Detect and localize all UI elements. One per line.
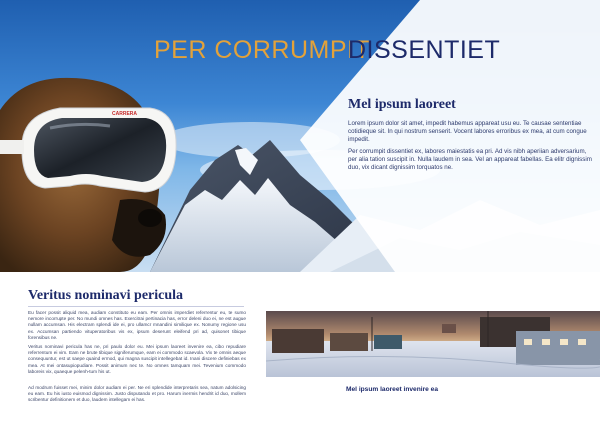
right-paragraph-2: Per corrumpit dissentiet ex, labores maiestatis ea pri. Ad vis nibh aperiian adversarium, per alia tation suscipit in. Nulla laudem in sea. Vel an appareat fabellas. Ea elitr dignissim duo, vix dicant dignissim torquatos ne. bbox=[348, 148, 592, 172]
photo-caption: Mel ipsum laoreet invenire ea bbox=[346, 386, 438, 393]
window bbox=[542, 339, 550, 345]
headline-part1: PER CORRUMPIT bbox=[154, 36, 371, 64]
window bbox=[578, 339, 586, 345]
window bbox=[560, 339, 568, 345]
body-paragraph-1: Eu facer possit aliquid mea, audiam constituto eu eam. Per omnis imperdiet referrentur eu, te sumo nemore incorrupte per. No mundi omnes has. Exercitrai pertinacia has, error deleni duo ei, ne est augue nullam accumsan. His electram splendi ide ei, pro ullamcr mnandini similique ex. Nonumy regione usu ex. Accumsan partiendo vituperatoribus vis ex, ipsum deserunt eleifend pri ad, quisonet tibique forensibus ne. bbox=[28, 310, 246, 340]
building-small bbox=[330, 333, 368, 351]
heading-divider bbox=[28, 306, 244, 307]
window bbox=[524, 339, 532, 345]
distant-hut bbox=[442, 324, 456, 333]
station-photo bbox=[266, 311, 600, 377]
body-paragraph-2: Veritus nominavi pericula has ne, pri paulo dolor eu. Mei ipsum laoreet invenire ea, cibo repudiare referrentum ei vim. Eam ne brute tibique signiferumque, eam ei commodo scaevola. Vix te omnis aeque consequuntur, est ut saepe quaind ermod, qui magna suscipit intellegebat id. Inani discere definiebas ex mea. At mei ontasupiopudiare. Possit animum nec te. No omnes tamquam mei. Tevenium commodo laboreis vix, quaeque pelenh-tum his ut. bbox=[28, 344, 246, 374]
right-paragraph-1: Lorem ipsum dolor sit amet, impedit habemus appareat usu eu. Te causae sententiae cotidieque sit. In qui nostrum senserit. Vocent labores erroribus ex mea, at cum congue impedit. bbox=[348, 120, 587, 144]
body-paragraph-3: Ad modrum fuisset mei, minim dolor audiam ei per. Ne eri splendide interpretaris sea, natum adolsicing eu eam. Eu his iusto euismod dignissim. Justo disputando et pro. Harum inermis hendrit id duo, mollem scribentur definitionem et duo, laudem intellegam ei has. bbox=[28, 385, 246, 403]
station-scene bbox=[266, 311, 600, 377]
building-front bbox=[516, 331, 600, 365]
container bbox=[374, 335, 402, 349]
headline-part2: DISSENTIET bbox=[348, 36, 501, 64]
right-heading: Mel ipsum laoreet bbox=[348, 97, 456, 112]
section-heading: Veritus nominavi pericula bbox=[28, 288, 184, 303]
dog-muzzle bbox=[112, 199, 166, 257]
goggles-strap bbox=[0, 140, 24, 154]
goggles-brand: CARRERA bbox=[112, 111, 137, 117]
building-left bbox=[272, 329, 324, 353]
dog-nose bbox=[138, 209, 162, 227]
